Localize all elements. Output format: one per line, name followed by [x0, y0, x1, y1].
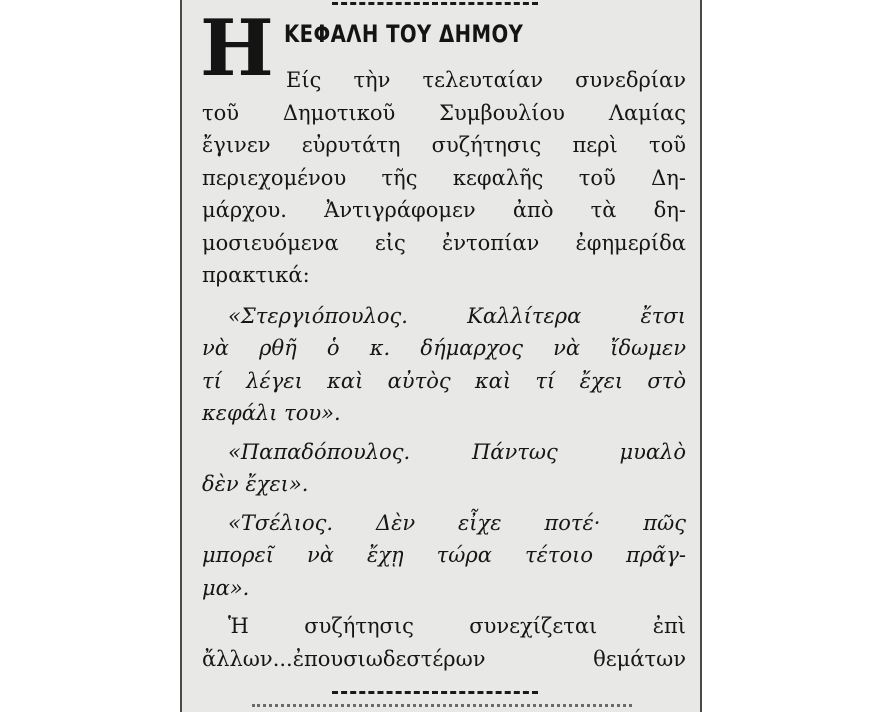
body-line-5: μάρχου. Ἀντιγράφομεν ἀπὸ τὰ δη- — [202, 198, 686, 222]
closing-line-1: Ἡ συζήτησις συνεχίζεται ἐπὶ — [228, 614, 686, 638]
body-line-2: τοῦ Δημοτικοῦ Συμβουλίου Λαμίας — [202, 100, 686, 125]
quote-line-7: «Τσέλιος. Δὲν εἶχε ποτέ· πῶς — [228, 510, 686, 535]
body-line-6: μοσιευόμενα εἰς ἐντοπίαν ἐφημερίδα — [202, 230, 686, 255]
top-dashed-rule — [332, 2, 538, 5]
body-line-4: περιεχομένου τῆς κεφαλῆς τοῦ Δη- — [202, 165, 686, 190]
quote-line-8: μπορεῖ νὰ ἔχῃ τώρα τέτοιο πρᾶγ- — [202, 543, 686, 567]
quote-line-6: δὲν ἔχει». — [202, 472, 309, 496]
bottom-dashed-rule — [332, 691, 538, 694]
quote-line-4: κεφάλι του». — [202, 401, 341, 425]
quote-line-1: «Στεργιόπουλος. Καλλίτερα ἔτσι — [228, 303, 686, 328]
newspaper-clipping — [180, 0, 702, 712]
quote-line-5: «Παπαδόπουλος. Πάντως μυαλὸ — [228, 439, 686, 464]
body-line-7: πρακτικά: — [202, 263, 310, 287]
quote-line-3: τί λέγει καὶ αὐτὸς καὶ τί ἔχει στὸ — [202, 368, 686, 393]
quote-line-2: νὰ ρθῆ ὁ κ. δήμαρχος νὰ ἴδωμεν — [202, 336, 686, 360]
drop-cap: Η — [200, 3, 274, 94]
next-article-fragment — [252, 704, 632, 712]
article-headline: ΚΕΦΑΛΗ ΤΟΥ ΔΗΜΟΥ — [284, 20, 524, 48]
body-line-3: ἔγινεν εὐρυτάτη συζήτησις περὶ τοῦ — [202, 133, 686, 157]
body-line-1: Είς τὴν τελευταίαν συνεδρίαν — [286, 68, 686, 92]
closing-line-2: ἄλλων...ἐπουσιωδεστέρων θεμάτων — [202, 646, 686, 671]
quote-line-9: μα». — [202, 575, 250, 600]
